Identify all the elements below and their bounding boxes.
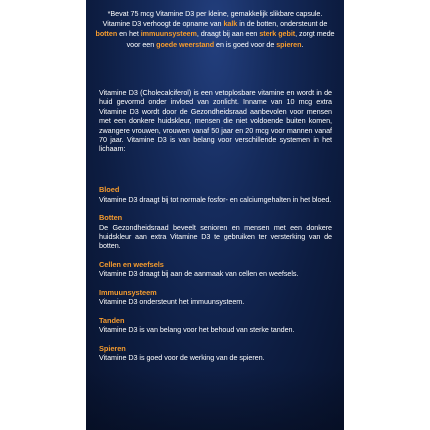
highlight-goede-weerstand: goede weerstand — [156, 39, 215, 49]
section-text: Vitamine D3 draagt bij aan de aanmaak van cellen en weefsels. — [99, 269, 299, 279]
description-text: Vitamine D3 (Cholecalciferol) is een vetoplosbare vitamine en wordt in de huid gevormd onder invloed van zonlicht. Inname van 10 mcg extra Vitamine D3 wordt door de Gezondheidsraad aanbevolen voor mensen met een donkere huidskleur, mensen die niet voldoende buiten komen, zwangere vrouwen, vrouwen vanaf 50 jaar en 20 mcg voor mannen vanaf 70 jaar. Vitamine D3 is van belang voor verschillende systemen in het lichaam: — [99, 88, 332, 154]
intro-part-3: en het — [117, 29, 141, 39]
section-text: De Gezondheidsraad beveelt senioren en mensen met een donkere huidskleur aan extra Vitamine D3 te gebruiken ter versterking van de botten. — [99, 222, 332, 251]
section-title: Immuunsysteem — [99, 287, 157, 297]
section-text: Vitamine D3 ondersteunt het immuunsysteem. — [99, 297, 245, 307]
section-botten — [99, 213, 332, 251]
section-tanden — [99, 316, 332, 335]
highlight-kalk: kalk — [223, 19, 238, 29]
highlight-botten: botten — [95, 29, 118, 39]
intro-part-4: , draagt bij aan een — [196, 29, 260, 39]
section-title: Botten — [99, 213, 123, 222]
section-title: Spieren — [99, 343, 126, 353]
section-cellen-en-weefsels — [99, 260, 332, 279]
product-info-panel — [86, 0, 344, 430]
section-title: Bloed — [99, 185, 120, 194]
section-immuunsysteem — [99, 288, 332, 307]
section-spieren — [99, 344, 332, 363]
intro-part-6: en is goed voor de — [214, 39, 277, 49]
intro-part-2: in de botten, ondersteunt de — [237, 19, 328, 29]
intro-part-5: , zorgt mede voor een — [126, 29, 335, 49]
intro-part-7: . — [301, 39, 304, 49]
intro-text — [94, 9, 336, 50]
section-title: Cellen en weefsels — [99, 259, 164, 269]
benefit-sections — [99, 185, 332, 372]
highlight-sterk-gebit: sterk gebit — [259, 29, 296, 39]
highlight-spieren: spieren — [276, 39, 302, 49]
section-text: Vitamine D3 is goed voor de werking van de spieren. — [99, 353, 265, 363]
section-text: Vitamine D3 draagt bij tot normale fosfor- en calciumgehalten in het bloed. — [99, 194, 332, 204]
highlight-immuunsysteem: immuunsysteem — [140, 29, 197, 39]
section-text: Vitamine D3 is van belang voor het behoud van sterke tanden. — [99, 325, 295, 335]
intro-part-1: *Bevat 75 mcg Vitamine D3 per kleine, gemakkelijk slikbare capsule. Vitamine D3 verhoogt de opname van — [102, 9, 323, 29]
section-bloed — [99, 185, 332, 204]
section-title: Tanden — [99, 315, 125, 325]
